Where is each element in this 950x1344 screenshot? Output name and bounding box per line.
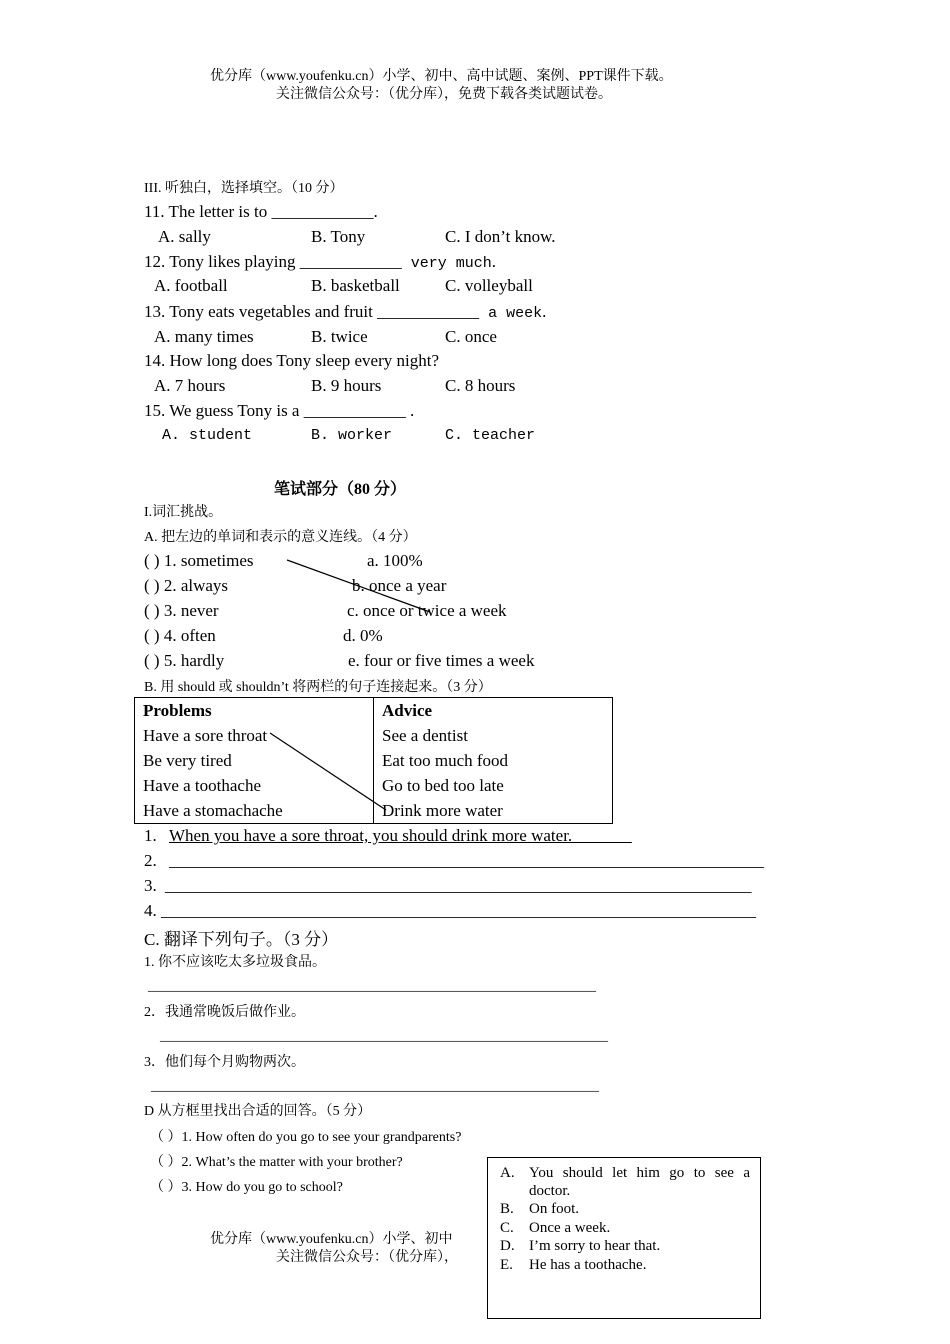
written-section-title: 笔试部分（80 分） (274, 481, 407, 498)
problem-item: Have a toothache (143, 776, 261, 795)
answer-line-2: 2. ______________________________________________________________________ (144, 851, 764, 870)
match-right-a: a. 100% (367, 551, 423, 570)
q12-option-b: B. basketball (311, 276, 400, 295)
q14-option-a: A. 7 hours (154, 376, 226, 395)
option-d-text: I’m sorry to hear that. (529, 1238, 661, 1254)
match-left-1: ( ) 1. sometimes (144, 551, 254, 570)
advice-item: See a dentist (382, 726, 468, 745)
header-line-2: 关注微信公众号：（优分库），免费下载各类试题试卷。 (276, 87, 612, 102)
answer-line-1: 1. When you have a sore throat, you should drink more water._______ (144, 826, 632, 845)
q13-option-a: A. many times (154, 327, 254, 346)
option-b-letter: B. (500, 1201, 514, 1217)
option-a-text-cont: doctor. (529, 1183, 571, 1199)
answer-blank: ____________ (377, 302, 480, 321)
match-line-sometimes (287, 560, 430, 612)
translate-item-2: 2．我通常晚饭后做作业。 (144, 1005, 305, 1020)
q12-option-a: A. football (154, 276, 228, 295)
match-right-d: d. 0% (343, 626, 383, 645)
part-1-title: I.词汇挑战。 (144, 505, 223, 520)
advice-header: Advice (382, 701, 433, 720)
translate-line-1: ________________________________________________________________ (148, 979, 596, 994)
q13-option-b: B. twice (311, 327, 368, 346)
translate-item-3: 3．他们每个月购物两次。 (144, 1055, 305, 1070)
match-left-2: ( ) 2. always (144, 576, 229, 595)
q11-option-a: A. sally (158, 227, 211, 246)
option-c-letter: C. (500, 1220, 514, 1236)
q15-option-a: A. student (162, 427, 253, 444)
q11-option-b: B. Tony (311, 227, 366, 246)
section-3-title: III. 听独白，选择填空。（10 分） (144, 181, 344, 196)
partd-question-1: （ ）1. How often do you go to see your grandparents? (150, 1130, 462, 1145)
problem-item: Have a sore throat (143, 726, 268, 745)
partd-question-3: （ ）3. How do you go to school? (150, 1180, 343, 1195)
answer-blank: ____________ (303, 401, 406, 420)
header-line-1: 优分库（www.youfenku.cn）小学、初中、高中试题、案例、PPT课件下载。 (210, 69, 673, 84)
q13-option-c: C. once (445, 327, 497, 346)
part-b-title: B. 用 should 或 shouldn’t 将两栏的句子连接起来。（3 分） (144, 680, 492, 695)
q14-option-b: B. 9 hours (311, 376, 382, 395)
q15-option-b: B. worker (311, 427, 393, 444)
answer-blank: ____________ (299, 252, 402, 271)
translate-item-1: 1. 你不应该吃太多垃圾食品。 (144, 955, 326, 970)
match-right-e: e. four or five times a week (348, 651, 535, 670)
advice-item: Go to bed too late (382, 776, 504, 795)
q15-option-c: C. teacher (445, 427, 536, 444)
translate-line-3: ________________________________________________________________ (151, 1079, 599, 1094)
part-c-title: C. 翻译下列句子。（3 分） (144, 930, 339, 949)
option-e-letter: E. (500, 1257, 513, 1273)
match-line-sore-throat (270, 733, 386, 810)
match-left-3: ( ) 3. never (144, 601, 219, 620)
question-11: 11. The letter is to ____________. (144, 202, 378, 221)
q11-option-c: C. I don’t know. (445, 227, 556, 246)
answer-blank: ____________ (271, 202, 374, 221)
advice-item: Drink more water (382, 801, 503, 820)
option-d-letter: D. (500, 1238, 515, 1254)
question-13: 13. Tony eats vegetables and fruit ____________ a week. (144, 302, 547, 322)
option-a-letter: A. (500, 1165, 515, 1181)
match-left-5: ( ) 5. hardly (144, 651, 225, 670)
question-15: 15. We guess Tony is a ____________ . (144, 401, 415, 420)
q12-option-c: C. volleyball (445, 276, 533, 295)
part-d-title: D 从方框里找出合适的回答。（5 分） (144, 1104, 372, 1119)
option-c-text: Once a week. (529, 1220, 611, 1236)
translate-line-2: ________________________________________________________________ (160, 1029, 608, 1044)
advice-item: Eat too much food (382, 751, 509, 770)
part-a-title: A. 把左边的单词和表示的意义连线。（4 分） (144, 530, 417, 545)
option-b-text: On foot. (529, 1201, 579, 1217)
option-e-text: He has a toothache. (529, 1257, 647, 1273)
answer-line-4: 4. ______________________________________________________________________ (144, 901, 756, 920)
problems-header: Problems (143, 701, 212, 720)
problem-item: Be very tired (143, 751, 232, 770)
match-right-c: c. once or twice a week (347, 601, 507, 620)
q14-option-c: C. 8 hours (445, 376, 516, 395)
question-14: 14. How long does Tony sleep every night? (144, 351, 440, 370)
footer-line-2: 关注微信公众号：（优分库）， (276, 1250, 458, 1265)
answer-line-3: 3. _____________________________________________________________________ (144, 876, 752, 895)
match-left-4: ( ) 4. often (144, 626, 216, 645)
partd-question-2: （ ）2. What’s the matter with your brother? (150, 1155, 403, 1170)
question-12: 12. Tony likes playing ____________ very much. (144, 252, 497, 272)
match-right-b: b. once a year (352, 576, 447, 595)
problem-item: Have a stomachache (143, 801, 283, 820)
option-a-text: You should let him go to see a (529, 1165, 750, 1181)
footer-line-1: 优分库（www.youfenku.cn）小学、初中 (210, 1232, 453, 1247)
